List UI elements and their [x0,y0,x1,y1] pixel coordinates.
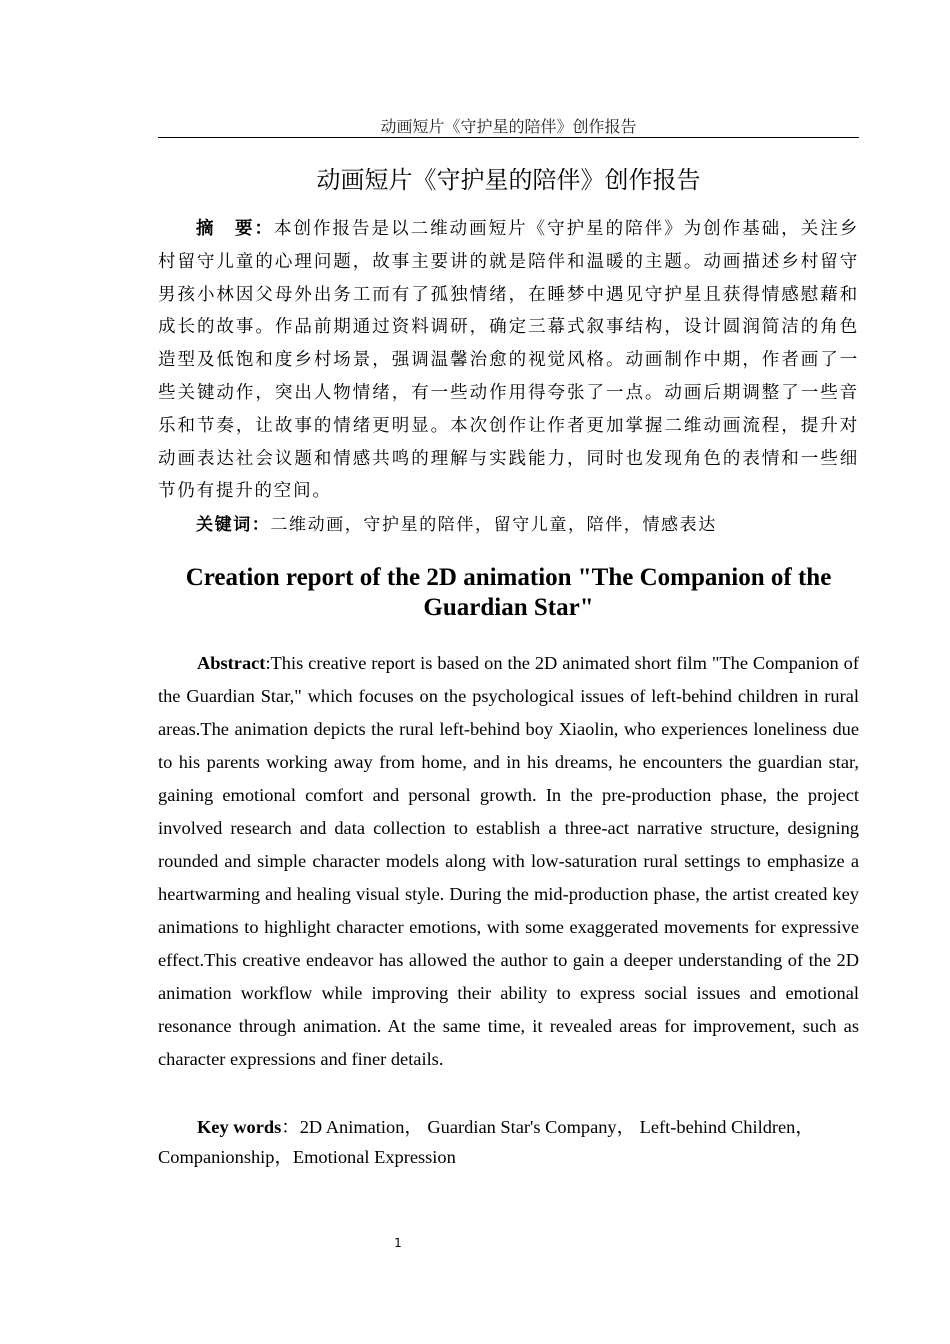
header-divider [158,137,859,138]
english-keywords-label: Key words [197,1117,282,1137]
chinese-keywords-text: 二维动画，守护星的陪伴，留守儿童，陪伴，情感表达 [270,515,717,535]
english-abstract-label: Abstract [197,653,266,673]
chinese-title: 动画短片《守护星的陪伴》创作报告 [316,166,701,194]
chinese-keywords-label: 关键词： [196,515,271,535]
chinese-abstract [158,213,859,508]
page-number: 1 [394,1236,402,1250]
english-keywords [158,1112,859,1172]
running-header: 动画短片《守护星的陪伴》创作报告 [380,117,637,136]
chinese-keywords [196,509,859,541]
english-keywords-text: ：2D Animation， Guardian Star's Company， Left-behind Children，Companionship，Emotional Expression [158,1117,814,1167]
english-abstract-text: :This creative report is based on the 2D animated short film "The Companion of the Guardian Star," which focuses on the psychological issues of left-behind children in rural areas.The animation depicts the rural left-behind boy Xiaolin, who experiences loneliness due to his parents working away from home, and in his dreams, he encounters the guardian star, gaining emotional comfort and personal growth. In the pre-production phase, the project involved research and data collection to establish a three-act narrative structure, designing rounded and simple character models along with low-saturation rural settings to emphasize a heartwarming and healing visual style. During the mid-production phase, the artist created key animations to highlight character emotions, with some exaggerated movements for expressive effect.This creative endeavor has allowed the author to gain a deeper understanding of the 2D animation workflow while improving their ability to express social issues and emotional resonance through animation. At the same time, it revealed areas for improvement, such as character expressions and finer details. [158,653,859,1069]
chinese-abstract-label: 摘 要： [196,219,275,239]
english-title: Creation report of the 2D animation "The Companion of the Guardian Star" [185,564,832,621]
english-abstract [158,647,859,1076]
chinese-abstract-text: 本创作报告是以二维动画短片《守护星的陪伴》为创作基础，关注乡村留守儿童的心理问题，故事主要讲的就是陪伴和温暖的主题。动画描述乡村留守男孩小林因父母外出务工而有了孤独情绪，在睡梦中遇见守护星且获得情感慰藉和成长的故事。作品前期通过资料调研，确定三幕式叙事结构，设计圆润简洁的角色造型及低饱和度乡村场景，强调温馨治愈的视觉风格。动画制作中期，作者画了一些关键动作，突出人物情绪，有一些动作用得夸张了一点。动画后期调整了一些音乐和节奏，让故事的情绪更明显。本次创作让作者更加掌握二维动画流程，提升对动画表达社会议题和情感共鸣的理解与实践能力，同时也发现角色的表情和一些细节仍有提升的空间。 [158,219,860,502]
